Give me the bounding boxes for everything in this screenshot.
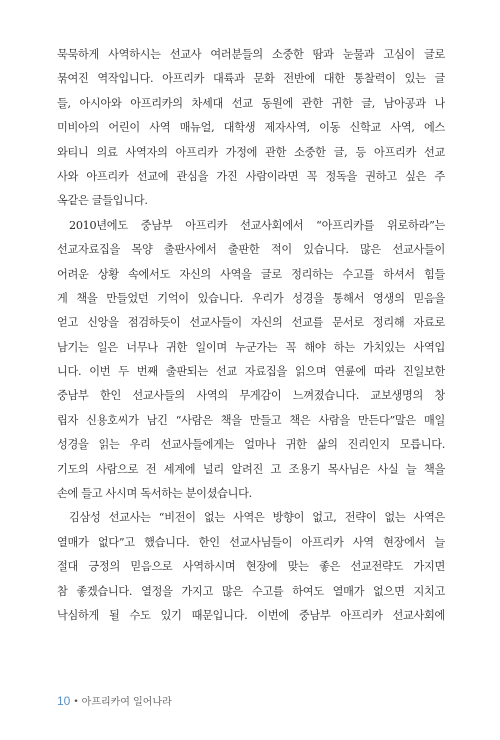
text-line: 손에 들고 사시며 독서하는 분이셨습니다. <box>57 487 252 501</box>
text-line: 미비아의 어린이 사역 매뉴얼, 대학생 제자사역, 이동 신학교 사역, 에스 <box>57 121 445 135</box>
text-line: 중남부 한인 선교사들의 사역의 무게감이 느껴졌습니다. 교보생명의 창 <box>57 389 445 403</box>
text-line: 기도의 사람으로 전 세계에 널리 알려진 고 조용기 목사님은 사실 늘 책을 <box>57 462 445 476</box>
page-number: 10 <box>57 694 71 708</box>
text-line: 절대 긍정의 믿음으로 사역하시며 현장에 맞는 좋은 선교전략도 가지면 <box>57 560 445 574</box>
text-line: 낙심하게 될 수도 있기 때문입니다. 이번에 중남부 아프리카 선교사회에 <box>57 608 445 622</box>
text-line: 들, 아시아와 아프리카의 차세대 선교 동원에 관한 귀한 글, 남아공과 나 <box>57 96 445 110</box>
text-line: 게 책을 만들었던 기억이 있습니다. 우리가 성경을 통해서 영생의 믿음을 <box>57 291 445 305</box>
text-line: 립자 신용호씨가 남긴 “사람은 책을 만들고 책은 사람을 만든다”말은 매일 <box>57 413 445 427</box>
text-line: 묶여진 역작입니다. 아프리카 대륙과 문화 전반에 대한 통찰력이 있는 글 <box>57 72 445 86</box>
text-line: 묵묵하게 사역하시는 선교사 여러분들의 소중한 땀과 눈물과 고심이 글로 <box>57 48 445 61</box>
page-footer <box>57 693 172 708</box>
text-line: 와티니 의료 사역자의 아프리카 가정에 관한 소중한 글, 등 아프리카 선교 <box>57 145 445 159</box>
text-line: 옥같은 글들입니다. <box>57 194 148 208</box>
text-line: 열매가 없다”고 했습니다. 한인 선교사님들이 아프리카 사역 현장에서 늘 <box>57 535 445 549</box>
text-line: 얻고 신앙을 점검하듯이 선교사들이 자신의 선교를 문서로 정리해 자료로 <box>57 316 445 330</box>
text-line: 니다. 이번 두 번째 출판되는 선교 자료집을 읽으며 연륜에 따라 진일보한 <box>57 365 445 379</box>
text-line: 김삼성 선교사는 “비전이 없는 사역은 방향이 없고, 전략이 없는 사역은 <box>69 511 445 525</box>
running-title: 아프리카여 일어나라 <box>81 697 172 708</box>
text-line: 선교자료집을 목양 출판사에서 출판한 적이 있습니다. 많은 선교사들이 <box>57 243 445 257</box>
paragraph <box>57 43 445 214</box>
paragraph <box>57 506 445 628</box>
text-line: 사와 아프리카 선교에 관심을 가진 사람이라면 꼭 정독을 권하고 싶은 주 <box>57 169 445 183</box>
text-line: 어려운 상황 속에서도 자신의 사역을 글로 정리하는 수고를 하셔서 힘들 <box>57 267 445 281</box>
text-line: 2010년에도 중남부 아프리카 선교사회에서 “아프리카를 위로하라”는 <box>69 218 445 232</box>
paragraph <box>57 214 445 507</box>
bullet-icon: • <box>73 697 79 707</box>
text-line: 남기는 일은 너무나 귀한 일이며 누군가는 꼭 해야 하는 가치있는 사역입 <box>57 340 445 354</box>
body-text <box>57 43 445 628</box>
text-line: 참 좋겠습니다. 열정을 가지고 많은 수고를 하여도 열매가 없으면 지치고 <box>57 584 445 598</box>
text-line: 성경을 읽는 우리 선교사들에게는 얼마나 귀한 삶의 진리인지 모릅니다. <box>57 438 445 452</box>
